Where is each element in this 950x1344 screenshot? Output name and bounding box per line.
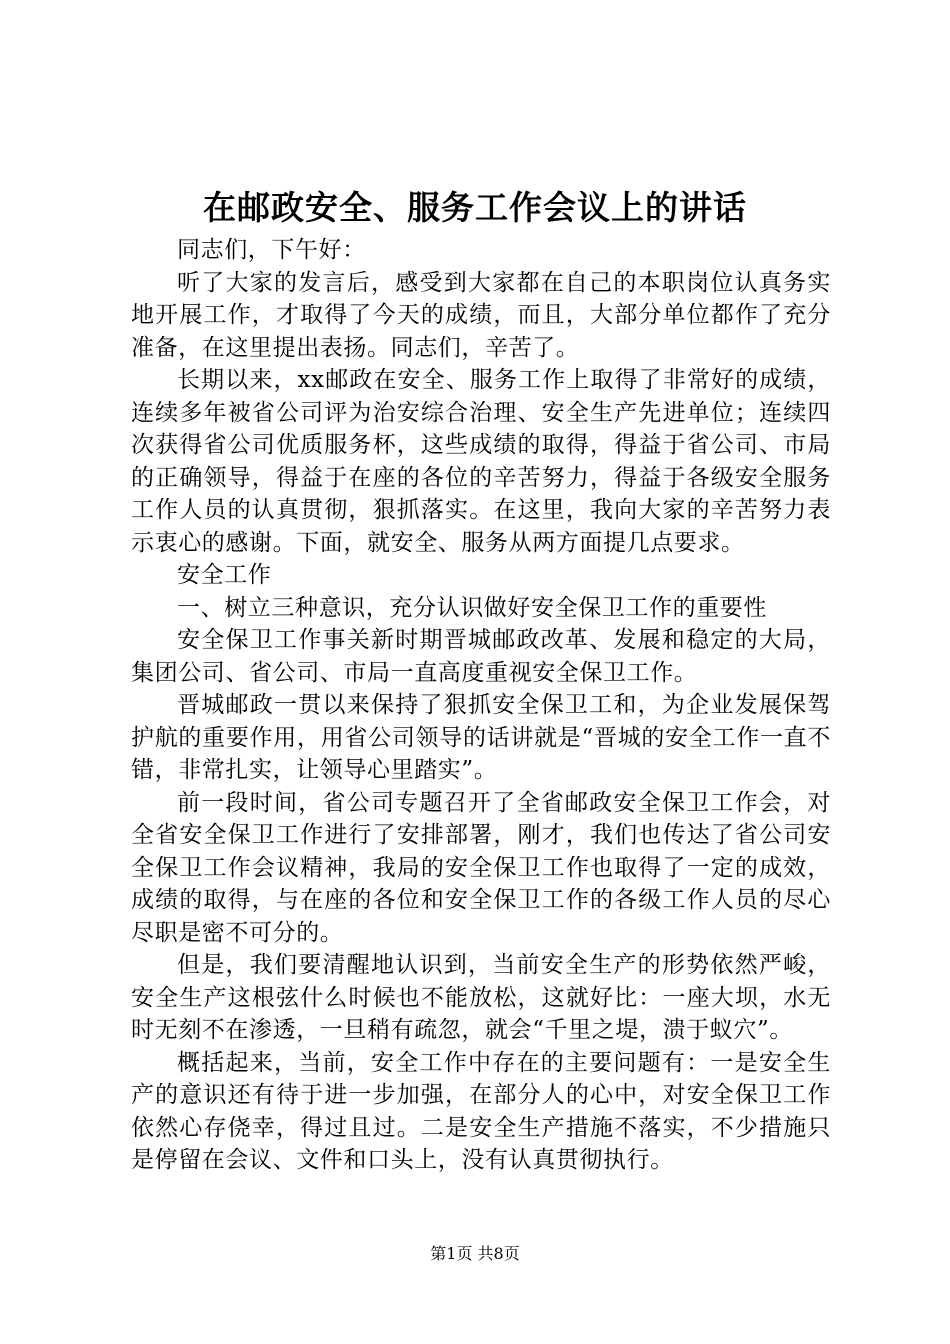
paragraph: 听了大家的发言后，感受到大家都在自己的本职岗位认真务实地开展工作，才取得了今天的成绩，而且，大部分单位都作了充分准备，在这里提出表扬。同志们，辛苦了。 xyxy=(131,269,831,361)
paragraph: 安全保卫工作事关新时期晋城邮政改革、发展和稳定的大局，集团公司、省公司、市局一直高度重视安全保卫工作。 xyxy=(131,627,831,686)
paragraph: 长期以来，xx邮政在安全、服务工作上取得了非常好的成绩，连续多年被省公司评为治安综合治理、安全生产先进单位；连续四次获得省公司优质服务杯，这些成绩的取得，得益于省公司、市局的正确领导，得益于在座的各位的辛苦努力，得益于各级安全服务工作人员的认真贯彻，狠抓落实。在这里，我向大家的辛苦努力表示衷心的感谢。下面，就安全、服务从两方面提几点要求。 xyxy=(131,367,831,556)
document-title: 在邮政安全、服务工作会议上的讲话 xyxy=(203,188,747,227)
section-heading: 安全工作 xyxy=(177,562,272,588)
document-body xyxy=(131,234,831,1177)
paragraph: 概括起来，当前，安全工作中存在的主要问题有：一是安全生产的意识还有待于进一步加强，在部分人的心中，对安全保卫工作依然心存侥幸，得过且过。二是安全生产措施不落实，不少措施只是停留在会议、文件和口头上，没有认真贯彻执行。 xyxy=(131,1049,831,1173)
page-footer: 第1页 共8页 xyxy=(430,1244,520,1263)
paragraph-greeting: 同志们，下午好： xyxy=(177,237,366,263)
paragraph: 前一段时间，省公司专题召开了全省邮政安全保卫工作会，对全省安全保卫工作进行了安排部署，刚才，我们也传达了省公司安全保卫工作会议精神，我局的安全保卫工作也取得了一定的成效，成绩的取得，与在座的各位和安全保卫工作的各级工作人员的尽心尽职是密不可分的。 xyxy=(131,789,831,946)
subsection-heading: 一、树立三种意识，充分认识做好安全保卫工作的重要性 xyxy=(177,594,767,621)
paragraph: 但是，我们要清醒地认识到，当前安全生产的形势依然严峻，安全生产这根弦什么时候也不能放松，这就好比：一座大坝，水无时无刻不在渗透，一旦稍有疏忽，就会“千里之堤，溃于蚁穴”。 xyxy=(131,952,831,1043)
paragraph: 晋城邮政一贯以来保持了狠抓安全保卫工和，为企业发展保驾护航的重要作用，用省公司领导的话讲就是“晋城的安全工作一直不错，非常扎实，让领导心里踏实”。 xyxy=(131,692,831,783)
